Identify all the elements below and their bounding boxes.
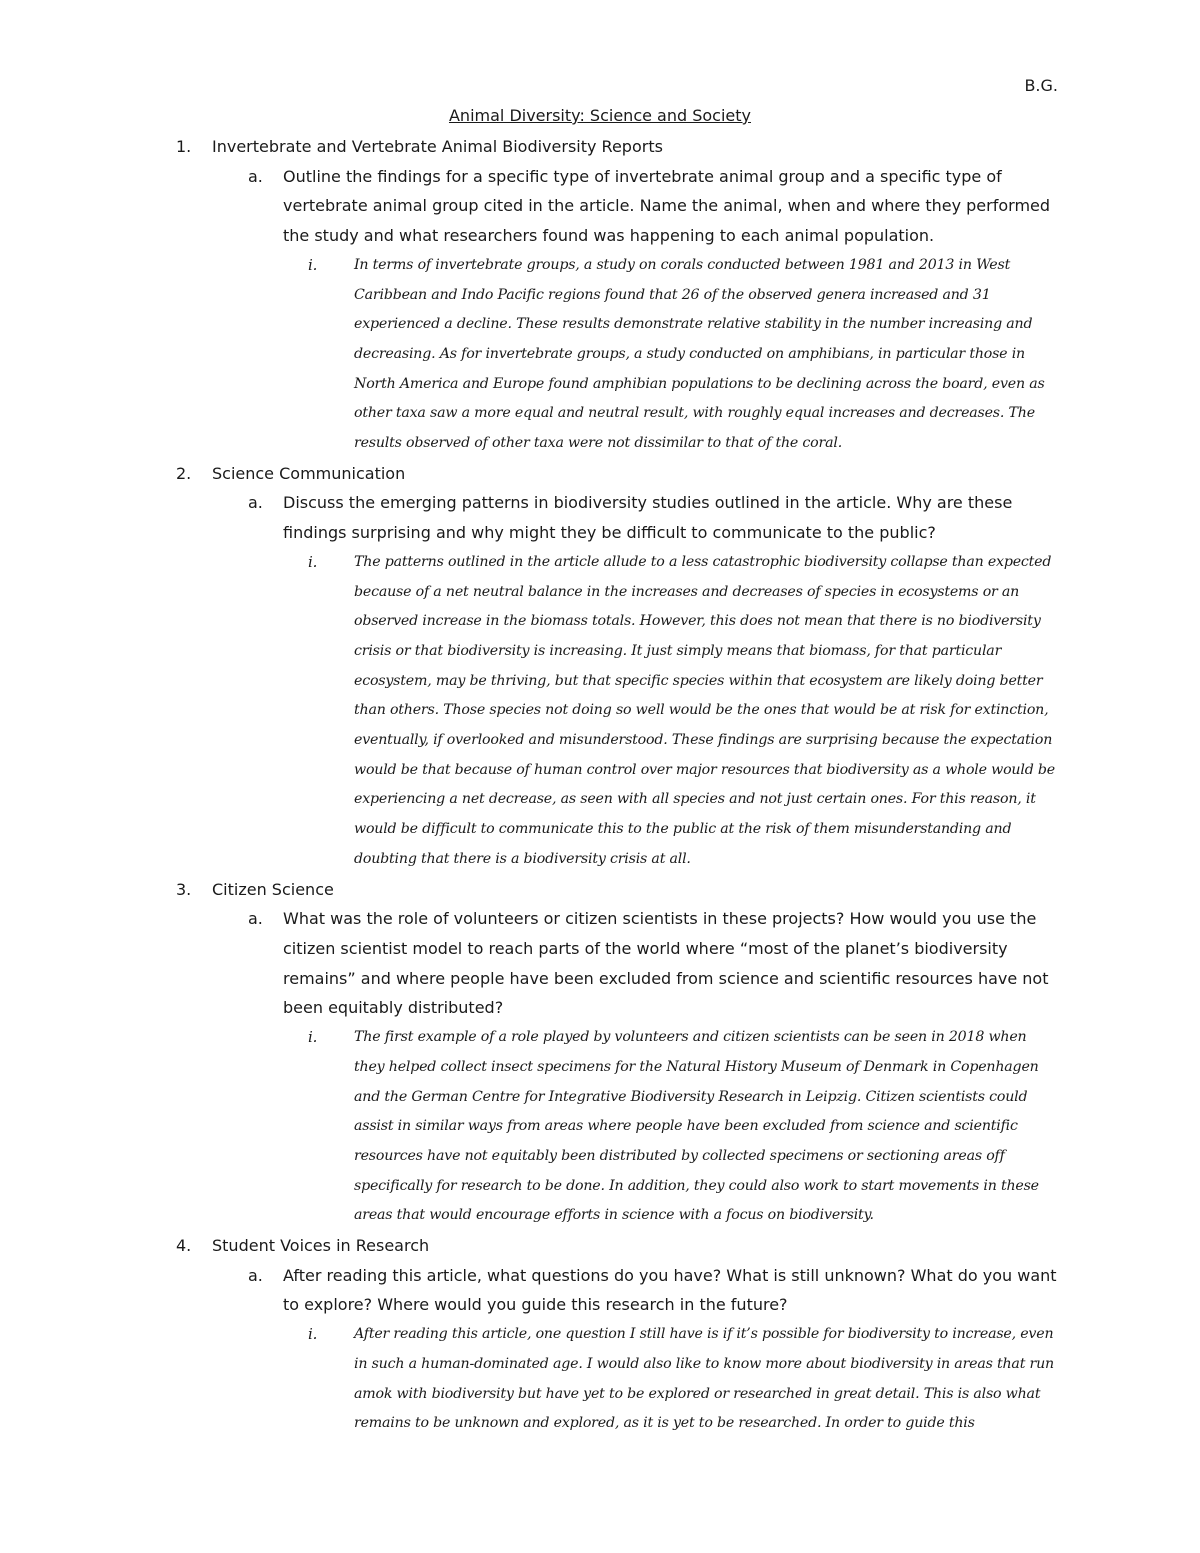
question-item	[0, 488, 1200, 547]
section-heading-text: Invertebrate and Vertebrate Animal Biodiversity Reports	[212, 137, 663, 156]
answer-numeral: i.	[308, 255, 318, 274]
section-heading	[0, 459, 1200, 489]
answer-text: The patterns outlined in the article allude to a less catastrophic biodiversity collapse than expected because of a net neutral balance in the increases and decreases of species in ecosystems or an observed increase in the biomass totals. However, this does not mean that there is no biodiversity crisis or that biodiversity is increasing. It just simply means that biomass, for that particular ecosystem, may be thriving, but that specific species within that ecosystem are likely doing better than others. Those species not doing so well would be the ones that would be at risk for extinction, eventually, if overlooked and misunderstood. These findings are surprising because the expectation would be that because of human control over major resources that biodiversity as a whole would be experiencing a net decrease, as seen with all species and not just certain ones. For this reason, it would be difficult to communicate this to the public at the risk of them misunderstanding and doubting that there is a biodiversity crisis at all.	[354, 553, 1055, 867]
section-heading	[0, 132, 1200, 162]
answer-text: The first example of a role played by volunteers and citizen scientists can be seen in 2018 when they helped collect insect specimens for the Natural History Museum of Denmark in Copenhagen and the German Centre for Integrative Biodiversity Research in Leipzig. Citizen scientists could assist in similar ways from areas where people have been excluded from science and scientific resources have not equitably been distributed by collected specimens or sectioning areas off specifically for research to be done. In addition, they could also work to start movements in these areas that would encourage efforts in science with a focus on biodiversity.	[354, 1029, 1039, 1224]
section-number: 4.	[176, 1236, 192, 1256]
answer-text: After reading this article, one question I still have is if it’s possible for biodiversity to increase, even in such a human-dominated age. I would also like to know more about biodiversity in areas that run amok with biodiversity but have yet to be explored or researched in great detail. This is also what remains to be unknown and explored, as it is yet to be researched. In order to guide this	[354, 1326, 1054, 1432]
answer-numeral: i.	[308, 1028, 318, 1047]
question-text: Discuss the emerging patterns in biodiversity studies outlined in the article. Why are these findings surprising and why might they be difficult to communicate to the public?	[283, 493, 1013, 543]
answer-item	[0, 1023, 1200, 1231]
question-text: After reading this article, what questions do you have? What is still unknown? What do you want to explore? Where would you guide this research in the future?	[283, 1265, 1057, 1315]
answer-item	[0, 1320, 1200, 1439]
section-heading	[0, 1231, 1200, 1261]
section-number: 3.	[176, 879, 192, 899]
answer-item	[0, 251, 1200, 459]
question-text: What was the role of volunteers or citizen scientists in these projects? How would you use the citizen scientist model to reach parts of the world where “most of the planet’s biodiversity remains” and where people have been excluded from science and scientific resources have not been equitably distributed?	[283, 909, 1049, 1018]
section-heading	[0, 875, 1200, 905]
question-item	[0, 1261, 1200, 1320]
answer-numeral: i.	[308, 552, 318, 571]
answer-text: In terms of invertebrate groups, a study on corals conducted between 1981 and 2013 in West Caribbean and Indo Pacific regions found that 26 of the observed genera increased and 31 experienced a decline. These results demonstrate relative stability in the number increasing and decreasing. As for invertebrate groups, a study conducted on amphibians, in particular those in North America and Europe found amphibian populations to be declining across the board, even as other taxa saw a more equal and neutral result, with roughly equal increases and decreases. The results observed of other taxa were not dissimilar to that of the coral.	[354, 256, 1045, 452]
section-heading-text: Student Voices in Research	[212, 1236, 430, 1256]
section-4	[0, 1231, 1200, 1439]
author-initials: B.G.	[1024, 76, 1058, 95]
answer-item	[0, 548, 1200, 875]
section-3	[0, 875, 1200, 1231]
question-letter: a.	[248, 493, 263, 513]
section-2	[0, 459, 1200, 875]
section-1	[0, 132, 1200, 459]
question-letter: a.	[248, 909, 263, 929]
section-heading-text: Science Communication	[212, 463, 406, 483]
question-letter: a.	[248, 166, 263, 186]
section-number: 2.	[176, 463, 192, 483]
section-heading-text: Citizen Science	[212, 879, 334, 899]
document-body	[0, 132, 1200, 1439]
question-item	[0, 904, 1200, 1023]
section-number: 1.	[176, 137, 192, 156]
question-letter: a.	[248, 1265, 263, 1285]
question-item	[0, 162, 1200, 251]
question-text: Outline the findings for a specific type of invertebrate animal group and a specific type of vertebrate animal group cited in the article. Name the animal, when and where they performed the study and what researchers found was happening to each animal population.	[283, 166, 1051, 246]
page-title: Animal Diversity: Science and Society	[448, 106, 751, 125]
answer-numeral: i.	[308, 1325, 318, 1344]
